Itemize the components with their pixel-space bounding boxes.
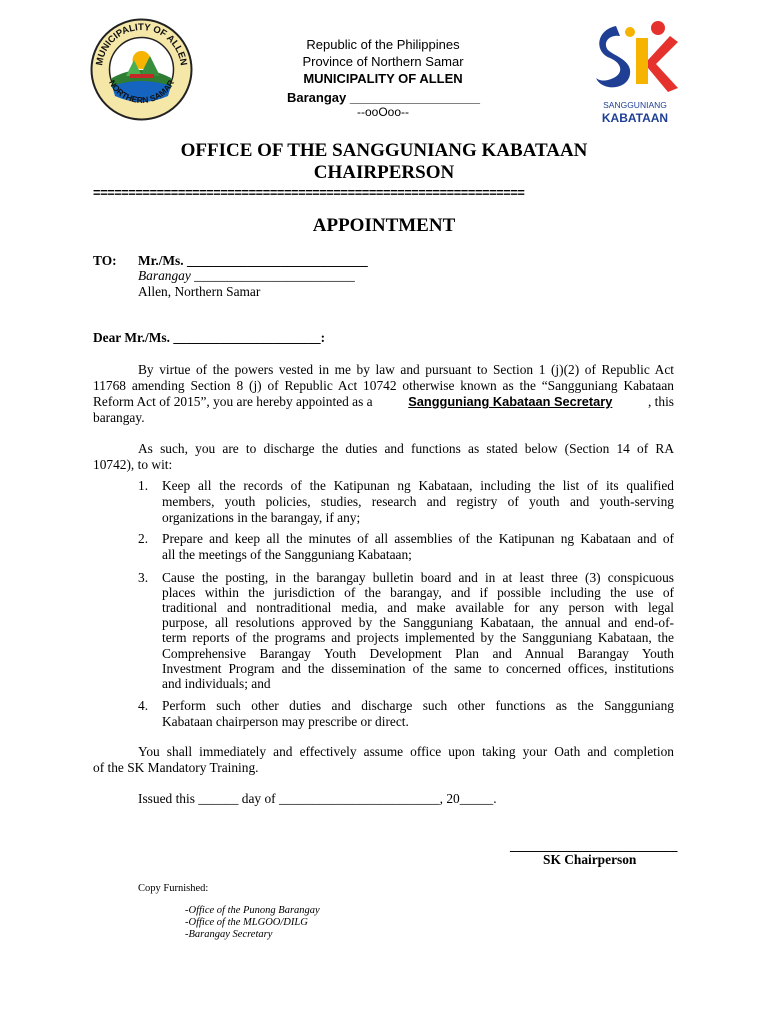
appointed-position: Sangguniang Kabataan Secretary (408, 394, 613, 409)
duty-line: Perform such other duties and discharge such other functions as the Sangguniang (162, 698, 674, 713)
issued-line: Issued this ______ day of ________________________, 20_____. (138, 791, 497, 806)
recipient-address: Allen, Northern Samar (138, 284, 261, 299)
office-title-line1: OFFICE OF THE SANGGUNIANG KABATAAN (180, 140, 588, 161)
duty-line: Kabataan chairperson may prescribe or direct. (162, 714, 409, 729)
signature-line: _________________________ (510, 838, 678, 853)
seal-ring-bottom: NORTHERN SAMAR (106, 78, 177, 106)
salutation: Dear Mr./Ms. ______________________: (93, 330, 326, 345)
para1-line1: By virtue of the powers vested in me by law and pursuant to Section 1 (j)(2) of Republic Act (138, 362, 674, 377)
para3-line2: of the SK Mandatory Training. (93, 760, 259, 775)
duty-line: Keep all the records of the Katipunan ng Kabataan, including the list of its qualified (162, 478, 674, 493)
duty-line: Comprehensive Barangay Youth Development Plan and Annual Barangay Youth (162, 646, 674, 661)
duty-line: members, youth policies, studies, research and registry of youth and youth-serving (162, 494, 674, 509)
para1-line3-after: , this (647, 394, 674, 409)
recipient-barangay-label: Barangay (138, 268, 191, 283)
duty-line: Investment Program and the dissemination of the same to concerned offices, institutions (162, 661, 674, 676)
duty-line: and individuals; and (162, 676, 271, 691)
province-line: Province of Northern Samar (302, 54, 464, 69)
para3-line1: You shall immediately and effectively assume office upon taking your Oath and completion (138, 744, 674, 759)
duty-line: Cause the posting, in the barangay bulletin board and in at least three (3) conspicuous (162, 570, 674, 585)
office-title-line2: CHAIRPERSON (313, 162, 455, 183)
duty-number: 3. (138, 570, 149, 585)
barangay-header-line: Barangay __________________ (287, 90, 481, 105)
duty-number: 4. (138, 698, 149, 713)
municipal-seal (90, 18, 193, 121)
para1-line2: 11768 amending Section 8 (j) of Republic Act 10742 otherwise known as the “Sangguniang Kabataan (93, 378, 674, 393)
to-label: TO: (93, 253, 117, 268)
seal-ring-top: MUNICIPALITY OF ALLEN (94, 21, 189, 67)
para1-line3 (93, 394, 674, 409)
duty-line: organizations in the barangay, if any; (162, 510, 361, 525)
duty-line: traditional and nontraditional media, and make available for any person with legal (162, 600, 674, 615)
duty-line: term reports of the programs and projects implemented by the Sangguniang Kabataan, the (162, 630, 674, 645)
duty-line: places within the jurisdiction of the barangay, and if possible including the use of (162, 585, 674, 600)
duty-line: Prepare and keep all the minutes of all assemblies of the Katipunan ng Kabataan and of (162, 531, 674, 546)
copy-furnished-label: Copy Furnished: (138, 883, 209, 894)
document-title: APPOINTMENT (312, 215, 456, 236)
sk-logo-line2: KABATAAN (601, 111, 669, 125)
duty-number: 1. (138, 478, 149, 493)
copy-furnished-item: -Barangay Secretary (185, 929, 273, 940)
recipient-name-line: Mr./Ms. ___________________________ (138, 253, 368, 268)
para1-line3-before: Reform Act of 2015”, you are hereby appointed as a (93, 394, 373, 409)
sk-logo-mark (590, 18, 680, 98)
duty-line: purpose, all resolutions approved by the Sangguniang Kabataan, the annual and end-of- (162, 615, 674, 630)
sk-logo-line1: SANGGUNIANG (603, 100, 667, 110)
title-rule: ============================================================= (93, 185, 525, 200)
para2-line2: 10742), to wit: (93, 457, 173, 472)
duty-number: 2. (138, 531, 149, 546)
copy-furnished-item: -Office of the MLGOO/DILG (185, 917, 308, 928)
country-line: Republic of the Philippines (306, 37, 460, 52)
municipality-line: MUNICIPALITY OF ALLEN (303, 71, 463, 86)
recipient-barangay-line (138, 268, 355, 283)
sk-logo (590, 18, 680, 130)
header-separator: --ooOoo-- (356, 105, 409, 119)
para1-line4: barangay. (93, 410, 145, 425)
signatory-title: SK Chairperson (543, 852, 637, 867)
duty-line: all the meetings of the Sangguniang Kabataan; (162, 547, 412, 562)
para2-line1: As such, you are to discharge the duties and functions as stated below (Section 14 of RA (138, 441, 674, 456)
recipient-barangay-blank: ________________________ (194, 268, 355, 283)
copy-furnished-item: -Office of the Punong Barangay (185, 905, 320, 916)
